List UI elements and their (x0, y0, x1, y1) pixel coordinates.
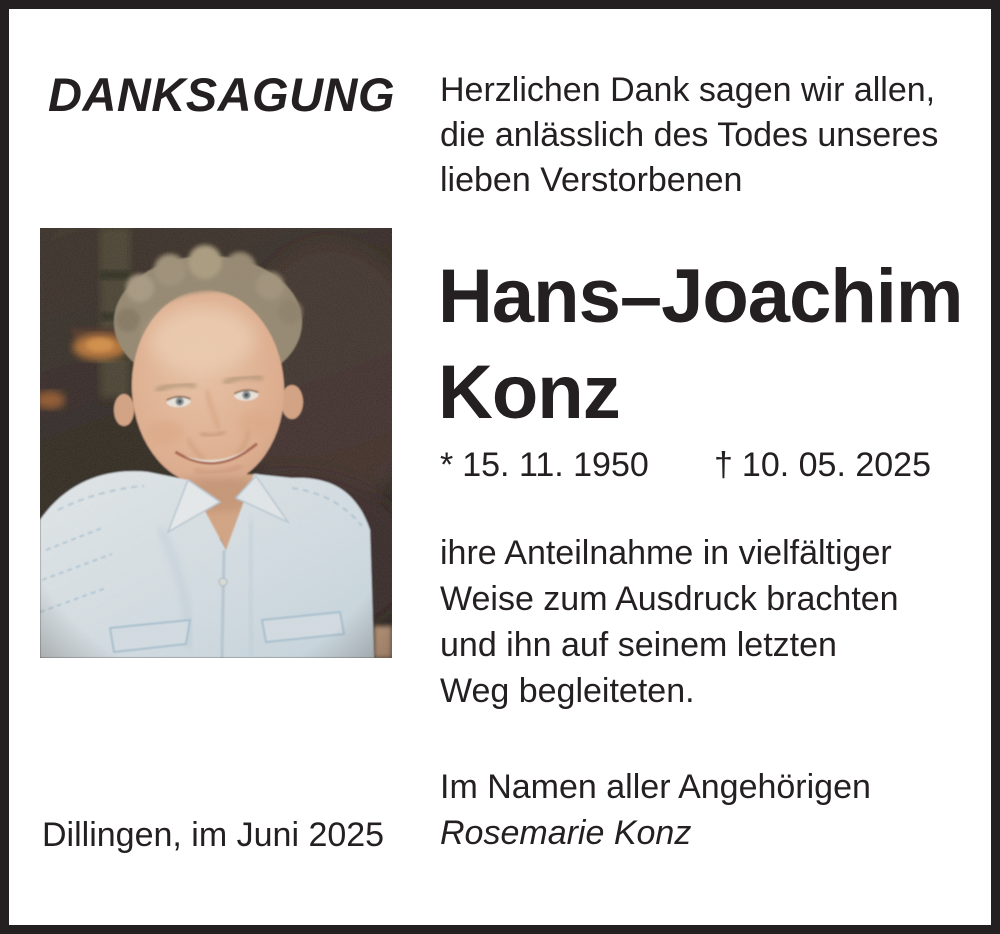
intro-line-1: Herzlichen Dank sagen wir allen, (440, 71, 936, 109)
born-symbol: * (440, 446, 454, 484)
intro-paragraph (440, 68, 938, 203)
intro-line-2: die anlässlich des Todes unseres (440, 116, 939, 154)
closing-line: Im Namen aller Angehörigen (440, 768, 871, 806)
thanks-line-2: Weise zum Ausdruck brachten (440, 580, 899, 618)
deceased-name (438, 249, 962, 441)
notice-type-heading: DANKSAGUNG (48, 68, 396, 121)
deceased-last-name: Konz (438, 350, 620, 435)
thanks-line-3: und ihn auf seinem letzten (440, 626, 837, 664)
place-and-date: Dillingen, im Juni 2025 (42, 816, 385, 854)
deceased-first-name: Hans–Joachim (438, 254, 963, 339)
died-cross-symbol: † (714, 446, 733, 484)
birth-date-value: 15. 11. 1950 (462, 446, 649, 484)
death-date (714, 443, 931, 488)
thanks-line-4: Weg begleiteten. (440, 672, 695, 710)
thanks-paragraph (440, 530, 899, 714)
birth-date (440, 443, 649, 488)
life-dates (9, 443, 991, 488)
thanks-line-1: ihre Anteilnahme in vielfältiger (440, 534, 892, 572)
intro-line-3: lieben Verstorbenen (440, 161, 743, 199)
closing-block (440, 764, 871, 856)
death-date-value: 10. 05. 2025 (741, 446, 931, 484)
signature: Rosemarie Konz (440, 814, 692, 852)
